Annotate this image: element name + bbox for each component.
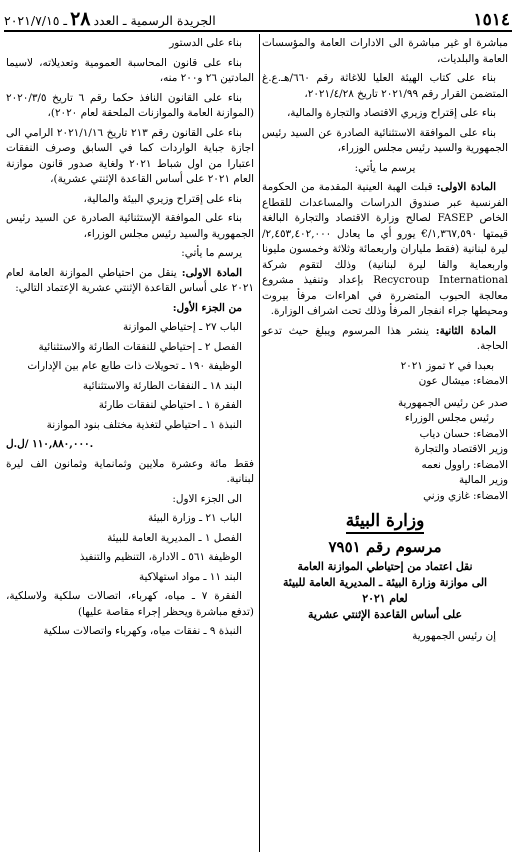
journal-header — [4, 8, 216, 30]
budget-line: النبذة ٩ ـ نفقات مياه، وكهرباء واتصالات سلكية — [43, 625, 242, 637]
from-part-heading: من الجزء الأول: — [172, 301, 242, 314]
budget-line: النبذة ١ ـ احتياطي لتغذية مختلف بنود الموازنة — [46, 418, 242, 431]
issue-date: ـ ٢٠٢١/٧/١٥ — [4, 13, 68, 28]
decree-title-line: لعام ٢٠٢١ — [362, 592, 408, 605]
issued-by: صدر عن رئيس الجمهورية — [397, 396, 508, 409]
budget-line: الوظيفة ١٩٠ ـ تحويلات ذات طابع عام بين الإدارات — [27, 360, 242, 372]
article-text: ينقل من احتياطي الموازنة العامة لعام ٢٠٢١ على أساس القاعدة الإثنتي عشرية الإعتماد التالي: — [6, 266, 254, 294]
paragraph: بناء على الموافقة الإستثنائية الصادرة عن السيد رئيس الجمهورية والسيد رئيس مجلس الوزراء، — [6, 212, 254, 240]
decree-formula: يرسم ما يأتي: — [354, 161, 416, 174]
decree-title-line: الى موازنة وزارة البيئة ـ المديرية العامة للبيئة — [282, 576, 488, 589]
transfer-amount: ١١٠,٨٨٠,٠٠٠ /ل.ل. — [6, 438, 94, 450]
signature-president: الامضاء: ميشال عون — [418, 375, 508, 387]
decree-number: مرسوم رقم ٧٩٥١ — [328, 537, 442, 556]
paragraph: مباشرة او غير مباشرة الى الادارات العامة والمؤسسات العامة والبلديات، — [262, 37, 508, 65]
page-number: ١٥١٤ — [473, 10, 510, 30]
paragraph: بناء على القانون النافذ حكما رقم ٦ تاريخ ٢٠٢٠/٣/٥ (الموازنة العامة والموازنات الملحقة لعام ٢٠٢٠)، — [6, 91, 254, 119]
budget-line: البند ١١ ـ مواد استهلاكية — [138, 570, 242, 583]
budget-line: البند ١٨ ـ النفقات الطارئة والاستثنائية — [82, 379, 242, 392]
amount-in-words: فقط مائة وعشرة ملايين وثمانماية وثمانون الف ليرة لبنانية. — [6, 457, 254, 485]
decree-date: بعبدا في ٢ تموز ٢٠٢١ — [400, 359, 494, 372]
paragraph: بناء على الموافقة الاستثنائية الصادرة عن السيد رئيس الجمهورية والسيد رئيس مجلس الوزراء، — [262, 126, 508, 154]
paragraph: بناء على قانون المحاسبة العمومية وتعديلاته، لاسيما المادتين ٢٦ و٢٠٠ منه، — [6, 56, 254, 84]
left-column — [6, 36, 254, 644]
paragraph: بناء على الدستور — [169, 37, 242, 49]
budget-line: الباب ٢٧ ـ إحتياطي الموازنة — [122, 321, 242, 333]
budget-line: الباب ٢١ ـ وزارة البيئة — [148, 512, 242, 524]
page-header — [4, 4, 512, 32]
signature-econ: الامضاء: راوول نعمه — [421, 458, 508, 471]
article-1 — [6, 266, 254, 297]
paragraph: بناء على القانون رقم ٢١٣ تاريخ ٢٠٢١/١/١٦ الرامي الى اجازة جباية الواردات كما في السابق وصرف النفقات اعتبارا من اول شباط ٢٠٢١ ولغاية صدور قانون موازنة العام ٢٠٢١ على أساس القاعدة الإثنتي عشرية)، — [6, 126, 254, 185]
article-text: قبلت الهبة العينية المقدمة من الحكومة الفرنسية عبر صندوق الدراسات والمساعدات للقطاع الخاص FASEP لصالح وزارة الاقتصاد والتجارة البالغة قيمتها ١,٣٦٧,٥٩٠/€ يورو أي ما يعادل ٢,٤٥٣,٤٠٢,٠٠٠/ ليرة لبنانية (فقط ملياران واربعمائة وثلاثة وخمسون مليونا واربعماية والفا ليرة لبنانية) وذلك لتقوم شركة Recycroup International بإعداد وتنفيذ مشروع معالجة الحبوب المتضررة في اهراءات مرفأ بيروت ومحيطها جراء انفجار المرفأ وذلك تحت اشراف الوزارة. — [262, 181, 508, 317]
pm-title: رئيس مجلس الوزراء — [404, 412, 494, 424]
decree-title-line: على أساس القاعدة الإثنتي عشرية — [308, 608, 462, 621]
budget-line: الفقرة ٧ ـ مياه، كهرباء، اتصالات سلكية ولاسلكية، (تدفع مباشرة ويحظر إجراء مقاصة عليها) — [6, 590, 254, 618]
journal-name: الجريدة الرسمية ـ العدد — [93, 13, 216, 28]
econ-minister-title: وزير الاقتصاد والتجارة — [414, 443, 508, 455]
issue-number: ٢٨ — [70, 8, 91, 30]
president-line: إن رئيس الجمهورية — [412, 630, 496, 642]
right-column — [262, 36, 508, 649]
budget-line: الفقرة ١ ـ احتياطي لنفقات طارئة — [98, 399, 242, 411]
to-part-heading: الى الجزء الاول: — [172, 492, 242, 505]
article-1 — [262, 180, 508, 320]
heading-rule — [346, 532, 424, 534]
article-text: ينشر هذا المرسوم ويبلغ حيث تدعو الحاجة. — [262, 324, 508, 352]
paragraph: بناء على كتاب الهيئة العليا للاغاثة رقم ٦٦٠/هـ.ع.غ المتضمن القرار رقم ٢٠٢١/٩٩ تاريخ ٢٠٢١/٤/٢٨، — [262, 72, 508, 100]
signature-pm: الامضاء: حسان دياب — [419, 427, 508, 440]
paragraph: بناء على إقتراح وزيري الاقتصاد والتجارة والمالية، — [286, 107, 496, 119]
column-divider — [259, 34, 260, 852]
ministry-heading: وزارة البيئة — [345, 511, 425, 531]
budget-line: الفصل ١ ـ المديرية العامة للبيئة — [107, 531, 242, 544]
article-label: المادة الثانية: — [435, 324, 497, 337]
budget-line: الوظيفة ٥٦١ ـ الادارة، التنظيم والتنفيذ — [79, 551, 242, 563]
signature-finance: الامضاء: غازي وزني — [423, 489, 508, 502]
paragraph: بناء على إقتراح وزيري البيئة والمالية، — [83, 192, 242, 205]
article-2 — [262, 324, 508, 355]
budget-line: الفصل ٢ ـ إحتياطي للنفقات الطارئة والاستثنائية — [38, 340, 242, 353]
finance-minister-title: وزير المالية — [458, 474, 508, 486]
article-label: المادة الاولى: — [436, 181, 496, 193]
decree-formula: يرسم ما يأتي: — [181, 247, 242, 259]
article-label: المادة الاولى: — [181, 266, 242, 279]
decree-title-line: نقل اعتماد من إحتياطي الموازنة العامة — [297, 560, 473, 573]
